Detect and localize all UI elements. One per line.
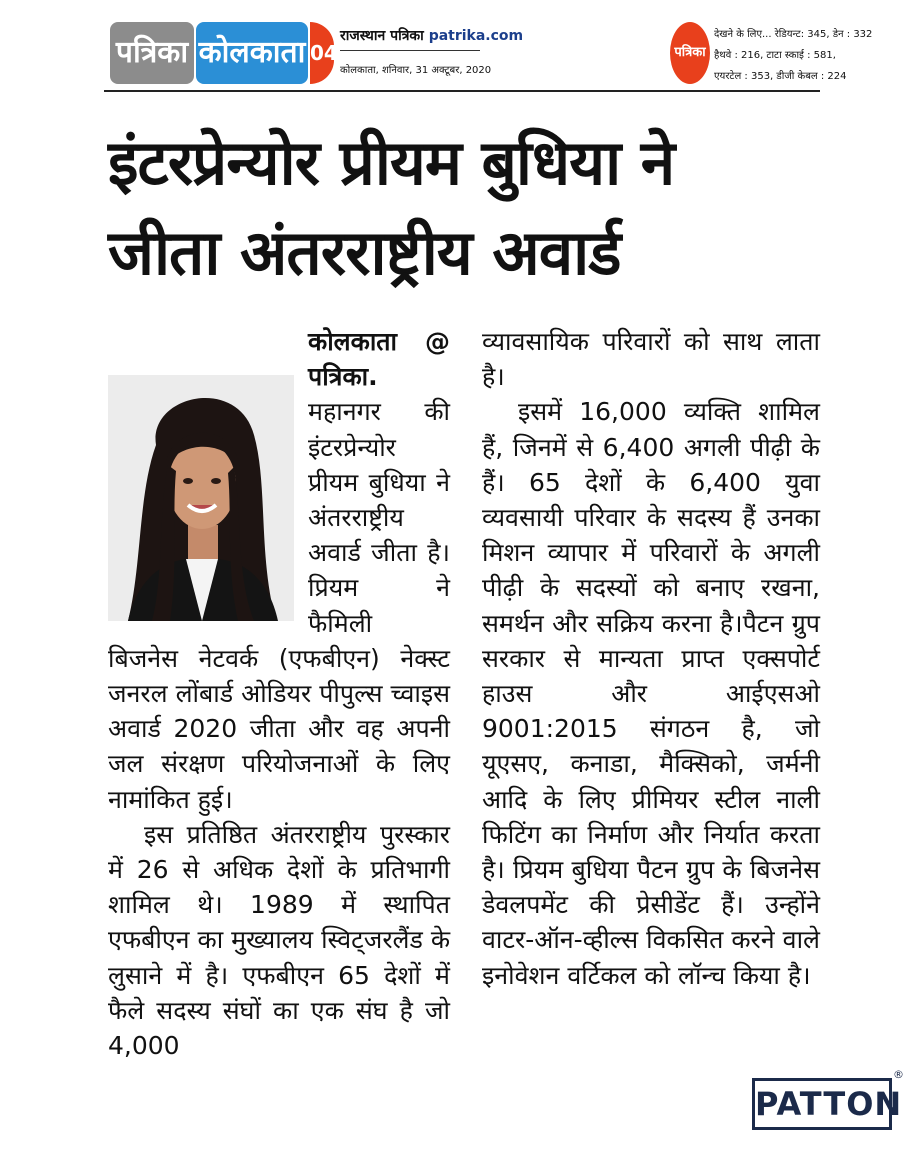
article-paragraph: इसमें 16,000 व्यक्ति शामिल हैं, जिनमें से 6,400 अगली पीढ़ी के हैं। 65 देशों के 6,400 युवा व्यवसायी परिवार के सदस्य हैं उनका मिशन व्यापार में परिवारों के अगली पीढ़ी के सदस्यों को बनाए रखना, समर्थन और सक्रिय करना है।पैटन ग्रुप सरकार से मान्यता प्राप्त एक्सपोर्ट हाउस और आईएसओ 9001:2015 संगठन है, जो यूएसए, कनाडा, मैक्सिको, जर्मनी आदि के लिए प्रीमियर स्टील नाली फिटिंग का निर्माण और निर्यात करता है। प्रियम बुधिया पैटन ग्रुप के बिजनेस डेवलपमेंट की प्रेसीडेंट हैं। उन्होंने वाटर-ऑन-व्हील्स विकसित करने वाले इनोवेशन वर्टिकल को लॉन्च किया है।: [482, 397, 820, 990]
patrika-tv-logo: पत्रिका: [670, 22, 710, 84]
article-paragraph: व्यावसायिक परिवारों को साथ लाता है।: [482, 327, 820, 392]
headline-line: इंटरप्रेन्योर प्रीयम बुधिया ने: [108, 126, 675, 199]
headline-line: जीता अंतरराष्ट्रीय अवार्ड: [108, 216, 621, 289]
article-column-right: [482, 324, 820, 993]
tv-channel-info: [714, 24, 872, 87]
brand-rule: [340, 50, 480, 51]
article-lead: कोलकाता @ पत्रिका.: [308, 327, 450, 392]
tv-info-line: देखने के लिए... रेडियन्ट: 345, डेन : 332: [714, 29, 873, 40]
article-paragraph: महानगर की इंटरप्रेन्योर प्रीयम बुधिया ने अंतरराष्ट्रीय अवार्ड जीता है। प्रियम ने फैमिली बिजनेस नेटवर्क (एफबीएन) नेक्स्ट जनरल लोंबार्ड ओडियर पीपुल्स च्वाइस अवार्ड 2020 जीता और वह अपनी जल संरक्षण परियोजनाओं के लिए नामांकित हुई।: [108, 397, 450, 814]
masthead-rule: [104, 90, 820, 92]
page-number: 04: [310, 22, 334, 84]
masthead: [104, 18, 873, 92]
patton-logo: PATTON: [752, 1078, 892, 1130]
portrait-illustration: [108, 375, 294, 621]
brand-line: [340, 26, 523, 45]
tv-info-line: हैथवे : 216, टाटा स्काई : 581,: [714, 50, 836, 61]
brand-name: राजस्थान पत्रिका: [340, 28, 424, 44]
city-tag: कोलकाता: [196, 22, 308, 84]
section-tag: पत्रिका: [110, 22, 194, 84]
dateline: कोलकाता, शनिवार, 31 अक्टूबर, 2020: [340, 65, 492, 76]
article-paragraph: इस प्रतिष्ठित अंतरराष्ट्रीय पुरस्कार में 26 से अधिक देशों के प्रतिभागी शामिल थे। 1989 में स्थापित एफबीएन का मुख्यालय स्विट्जरलैंड के लुसाने में है। एफबीएन 65 देशों में फैले सदस्य संघों का एक संघ है जो 4,000: [108, 819, 451, 1061]
brand-url: patrika.com: [428, 28, 524, 44]
headline: [108, 118, 820, 298]
article-column-left: [108, 324, 450, 1063]
registered-mark: ®: [893, 1068, 904, 1081]
portrait-photo: [108, 375, 294, 621]
tv-info-line: एयरटेल : 353, डीजी केबल : 224: [714, 71, 847, 82]
